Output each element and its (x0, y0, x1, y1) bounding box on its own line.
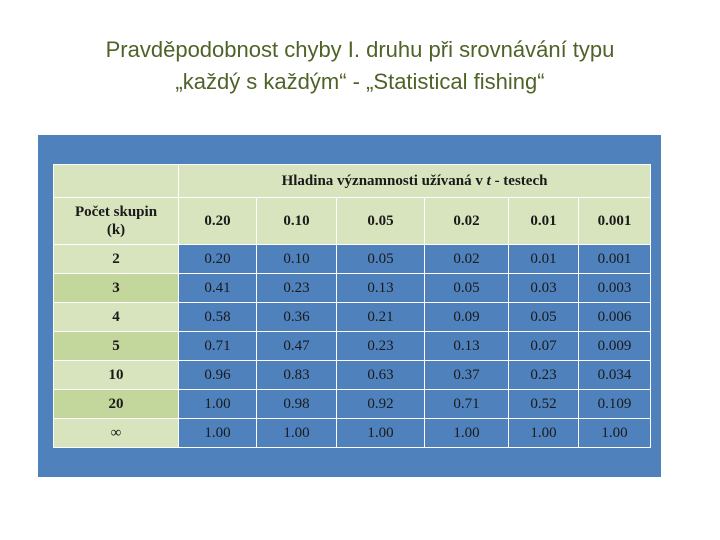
probability-cell: 0.001 (579, 245, 651, 274)
probability-cell: 0.71 (425, 390, 509, 419)
group-count-cell: 10 (54, 361, 179, 390)
group-count-header (54, 198, 179, 245)
probability-cell: 1.00 (179, 419, 257, 448)
group-count-cell: 2 (54, 245, 179, 274)
probability-cell: 1.00 (579, 419, 651, 448)
significance-header-t: t (486, 172, 491, 189)
title-line-1: Pravděpodobnost chyby I. druhu při srovnávání typu (105, 37, 615, 62)
probability-cell: 0.13 (425, 332, 509, 361)
probability-cell: 0.10 (257, 245, 337, 274)
table-row (54, 274, 651, 303)
probability-cell: 0.96 (179, 361, 257, 390)
table-row (54, 419, 651, 448)
levels-row (54, 198, 651, 245)
probability-cell: 0.23 (257, 274, 337, 303)
probability-cell: 0.98 (257, 390, 337, 419)
table-header-row (54, 165, 651, 198)
probability-cell: 0.52 (509, 390, 579, 419)
probability-cell: 0.41 (179, 274, 257, 303)
probability-cell: 0.034 (579, 361, 651, 390)
probability-cell: 0.23 (509, 361, 579, 390)
table-row (54, 245, 651, 274)
significance-header-pre: Hladina významnosti užívaná v (281, 172, 487, 189)
probability-cell: 0.58 (179, 303, 257, 332)
significance-table (53, 164, 651, 448)
level-cell: 0.02 (425, 198, 509, 245)
probability-cell: 0.01 (509, 245, 579, 274)
probability-cell: 0.009 (579, 332, 651, 361)
probability-cell: 0.03 (509, 274, 579, 303)
probability-cell: 0.63 (337, 361, 425, 390)
level-cell: 0.20 (179, 198, 257, 245)
level-cell: 0.01 (509, 198, 579, 245)
level-cell: 0.10 (257, 198, 337, 245)
probability-cell: 0.92 (337, 390, 425, 419)
table-row (54, 390, 651, 419)
probability-cell: 0.21 (337, 303, 425, 332)
probability-cell: 1.00 (425, 419, 509, 448)
corner-cell (54, 165, 179, 198)
group-count-cell: 5 (54, 332, 179, 361)
table-row (54, 361, 651, 390)
probability-cell: 0.09 (425, 303, 509, 332)
table-row (54, 332, 651, 361)
group-count-cell: ∞ (54, 419, 179, 448)
group-count-header-line2: (k) (106, 222, 126, 238)
probability-cell: 0.23 (337, 332, 425, 361)
slide-title (20, 34, 700, 98)
probability-cell: 1.00 (179, 390, 257, 419)
significance-header (179, 165, 651, 198)
probability-cell: 0.006 (579, 303, 651, 332)
group-count-cell: 4 (54, 303, 179, 332)
table-panel (38, 135, 661, 477)
group-count-cell: 20 (54, 390, 179, 419)
probability-cell: 0.05 (337, 245, 425, 274)
group-count-cell: 3 (54, 274, 179, 303)
group-count-header-line1: Počet skupin (74, 204, 158, 220)
probability-cell: 0.37 (425, 361, 509, 390)
probability-cell: 0.36 (257, 303, 337, 332)
probability-cell: 0.83 (257, 361, 337, 390)
probability-cell: 0.47 (257, 332, 337, 361)
probability-cell: 0.05 (509, 303, 579, 332)
probability-cell: 1.00 (257, 419, 337, 448)
probability-cell: 0.05 (425, 274, 509, 303)
probability-cell: 1.00 (509, 419, 579, 448)
probability-cell: 0.02 (425, 245, 509, 274)
table-row (54, 303, 651, 332)
level-cell: 0.05 (337, 198, 425, 245)
probability-cell: 0.71 (179, 332, 257, 361)
probability-cell: 0.13 (337, 274, 425, 303)
probability-cell: 0.07 (509, 332, 579, 361)
probability-cell: 0.20 (179, 245, 257, 274)
significance-header-post: - testech (490, 172, 548, 189)
title-line-2: „každý s každým“ - „Statistical fishing“ (175, 69, 545, 94)
probability-cell: 0.109 (579, 390, 651, 419)
level-cell: 0.001 (579, 198, 651, 245)
probability-cell: 0.003 (579, 274, 651, 303)
probability-cell: 1.00 (337, 419, 425, 448)
